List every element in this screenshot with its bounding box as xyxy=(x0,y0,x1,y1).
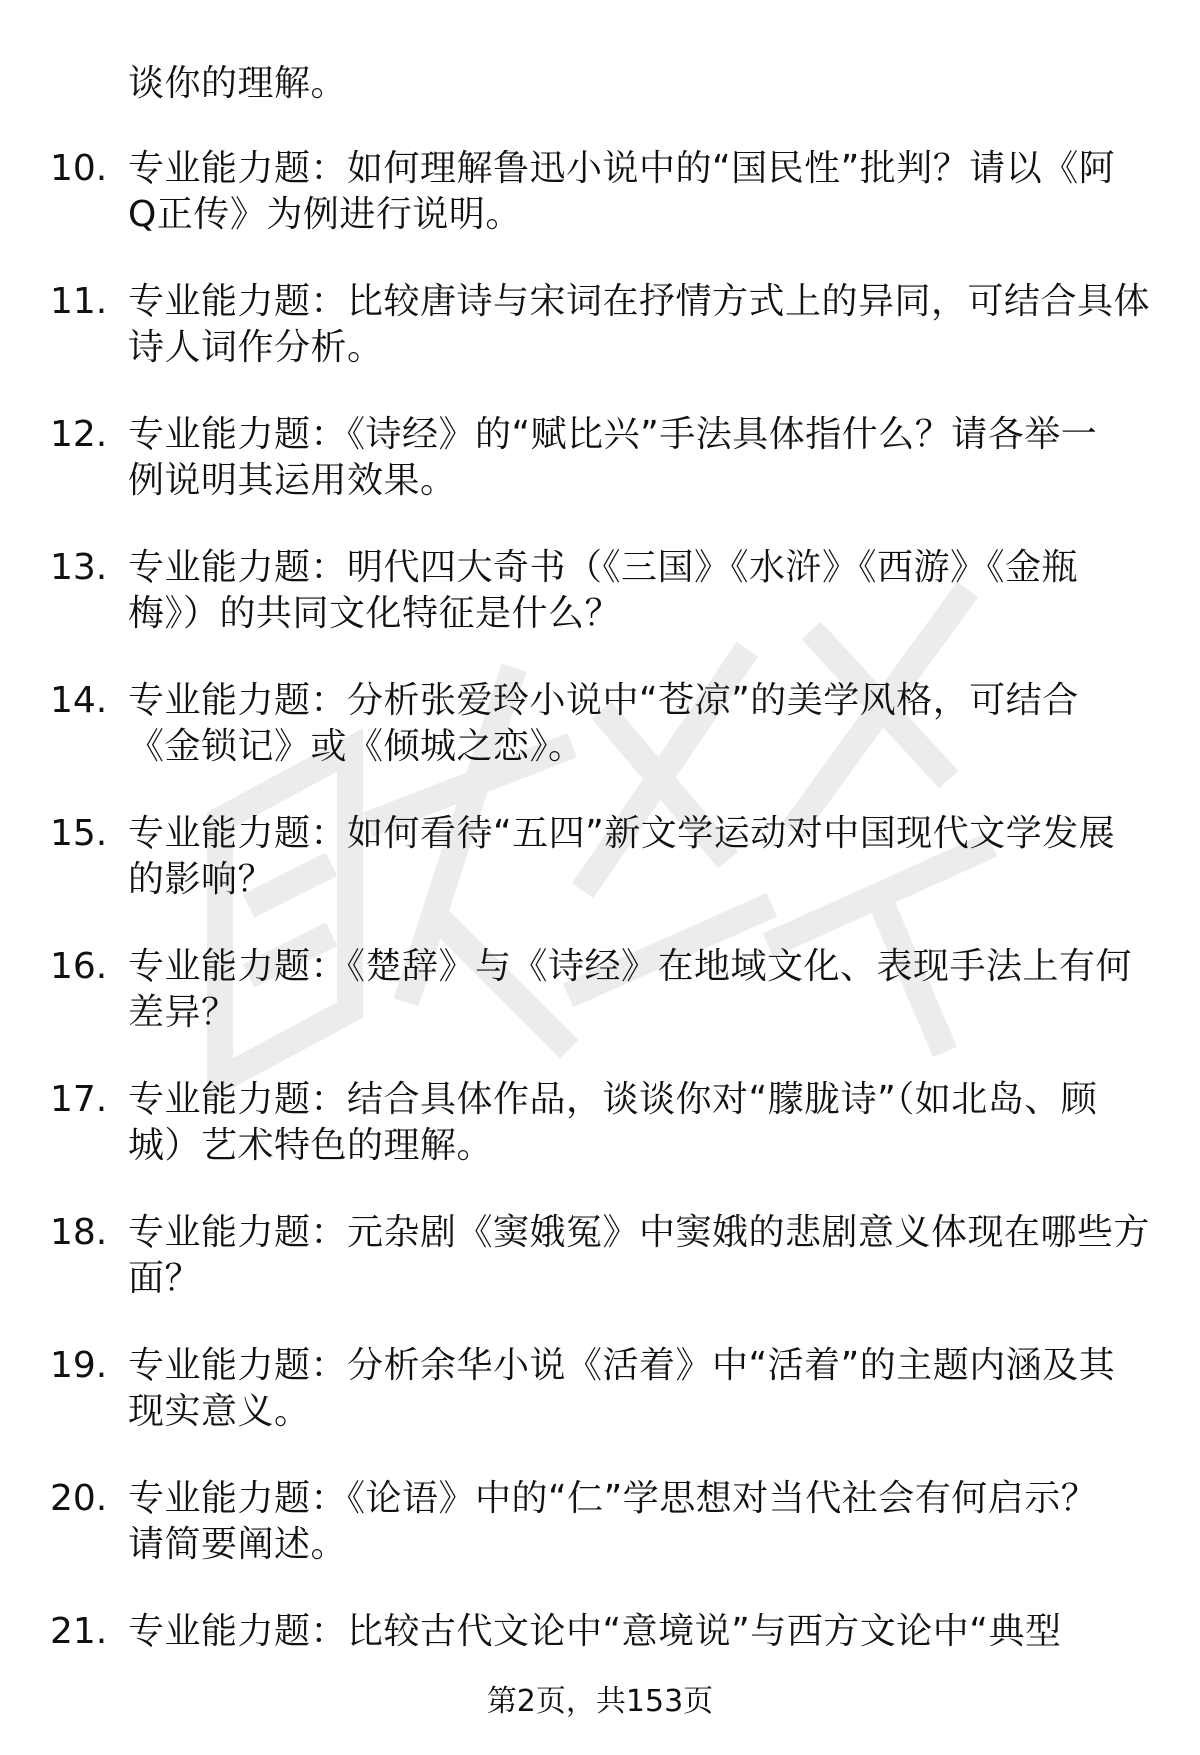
question-text-line2: 的影响？ xyxy=(128,859,275,900)
question-text-line1: 专业能力题：分析余华小说《活着》中“活着”的主题内涵及其 xyxy=(128,1345,1116,1386)
question-text-line1: 专业能力题：比较唐诗与宋词在抒情方式上的异同，可结合具体 xyxy=(128,281,1151,322)
question-text-line2: 差异？ xyxy=(128,992,238,1033)
question-text-line1: 专业能力题：《论语》中的“仁”学思想对当代社会有何启示？ xyxy=(128,1478,1098,1519)
question-text-line1: 专业能力题：《诗经》的“赋比兴”手法具体指什么？请各举一 xyxy=(128,414,1098,455)
question-text-line1: 专业能力题：比较古代文论中“意境说”与西方文论中“典型 xyxy=(128,1611,1062,1652)
question-item xyxy=(0,1077,1200,1199)
question-text-line2: 梅》）的共同文化特征是什么？ xyxy=(128,593,622,634)
question-text-line2: 面？ xyxy=(128,1258,202,1299)
question-text-line2: Q正传》为例进行说明。 xyxy=(128,194,522,235)
question-text-line1: 专业能力题：元杂剧《窦娥冤》中窦娥的悲剧意义体现在哪些方 xyxy=(128,1212,1151,1253)
question-number: 20. xyxy=(50,1478,108,1519)
question-text-line2: 现实意义。 xyxy=(128,1391,311,1432)
question-text-line1: 专业能力题：分析张爱玲小说中“苍凉”的美学风格，可结合 xyxy=(128,680,1079,721)
question-item xyxy=(0,412,1200,534)
continuation-text: 谈你的理解。 xyxy=(128,63,348,104)
question-number: 13. xyxy=(50,547,108,588)
question-number: 19. xyxy=(50,1345,108,1386)
question-text-line2: 《金锁记》或《倾城之恋》。 xyxy=(128,726,585,767)
question-item xyxy=(0,1476,1200,1598)
question-text-line1: 专业能力题：如何看待“五四”新文学运动对中国现代文学发展 xyxy=(128,813,1116,854)
question-text-line2: 例说明其运用效果。 xyxy=(128,460,457,501)
question-number: 12. xyxy=(50,414,108,455)
question-number: 16. xyxy=(50,946,108,987)
question-text-line2: 诗人词作分析。 xyxy=(128,327,384,368)
question-number: 18. xyxy=(50,1212,108,1253)
question-item xyxy=(0,944,1200,1066)
question-item xyxy=(0,1343,1200,1465)
question-list xyxy=(0,146,1200,1742)
question-item xyxy=(0,146,1200,268)
question-text-line1: 专业能力题：《楚辞》与《诗经》在地域文化、表现手法上有何 xyxy=(128,946,1133,987)
question-text-line1: 专业能力题：如何理解鲁迅小说中的“国民性”批判？请以《阿 xyxy=(128,148,1116,189)
question-number: 11. xyxy=(50,281,108,322)
question-number: 17. xyxy=(50,1079,108,1120)
question-number: 21. xyxy=(50,1611,108,1652)
question-text-line1: 专业能力题：结合具体作品，谈谈你对“朦胧诗”（如北岛、顾 xyxy=(128,1079,1098,1120)
question-item xyxy=(0,279,1200,401)
question-text-line2: 城）艺术特色的理解。 xyxy=(128,1125,494,1166)
question-item xyxy=(0,811,1200,933)
page-footer: 第2页，共153页 xyxy=(486,1684,714,1719)
question-item xyxy=(0,545,1200,667)
question-item xyxy=(0,1210,1200,1332)
question-text-line2: 请简要阐述。 xyxy=(128,1524,348,1565)
question-text-line1: 专业能力题：明代四大奇书（《三国》《水浒》《西游》《金瓶 xyxy=(128,547,1079,588)
question-number: 10. xyxy=(50,148,108,189)
question-number: 15. xyxy=(50,813,108,854)
question-number: 14. xyxy=(50,680,108,721)
question-item xyxy=(0,678,1200,800)
